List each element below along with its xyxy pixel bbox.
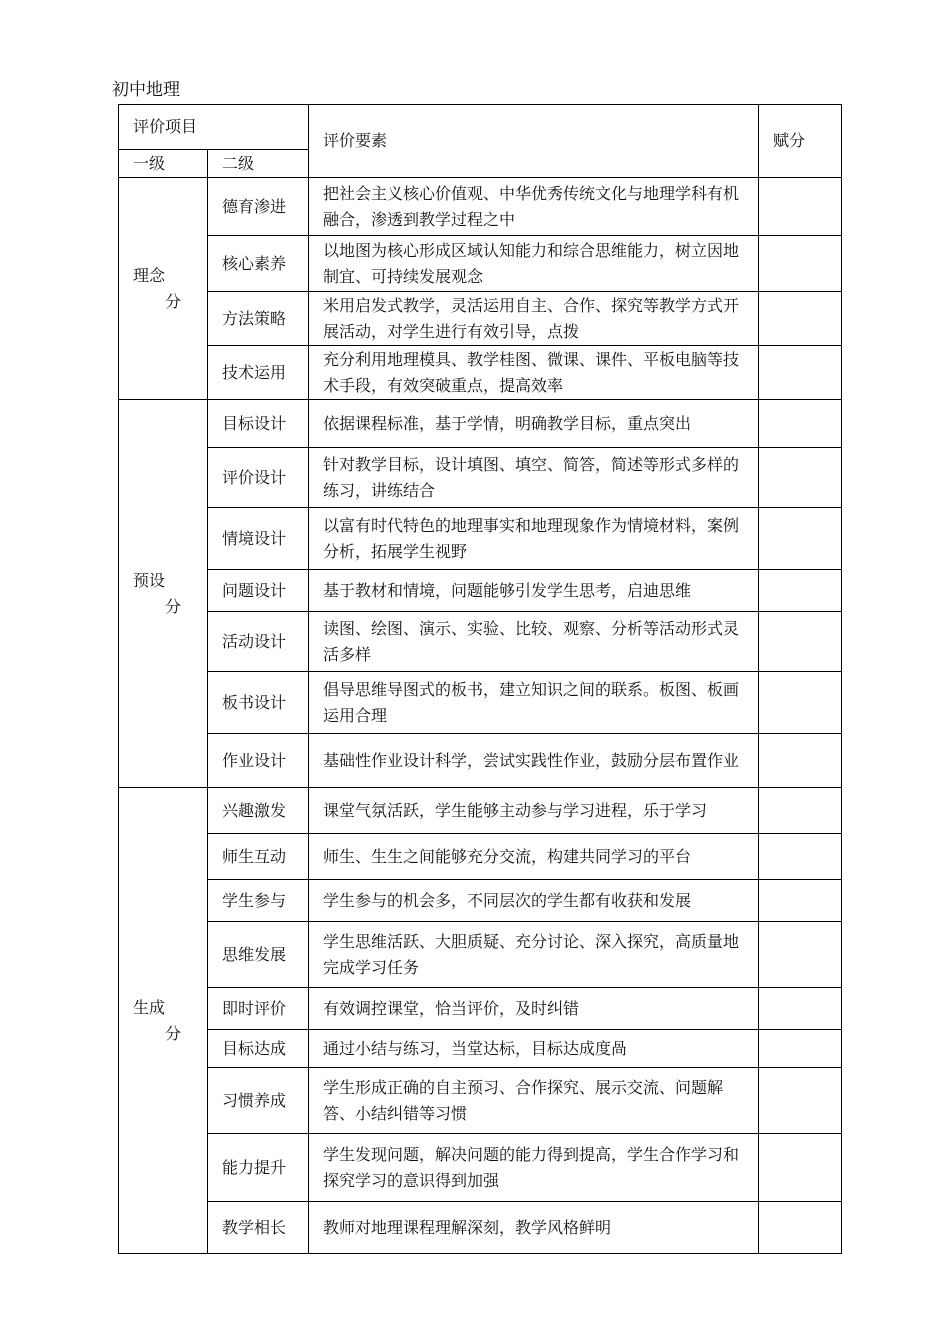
element-description: 学生参与的机会多，不同层次的学生都有收获和发展 (309, 880, 759, 922)
subitem-cell: 师生互动 (208, 834, 309, 880)
category-suffix: 分 (165, 1023, 182, 1043)
table-row (119, 1134, 842, 1202)
header-item: 评价项目 (119, 105, 309, 150)
subitem-cell: 目标设计 (208, 400, 309, 448)
subitem-cell: 能力提升 (208, 1134, 309, 1202)
category-suffix: 分 (165, 291, 182, 311)
subitem-cell: 目标达成 (208, 1030, 309, 1068)
category-cell (119, 400, 208, 788)
table-row (119, 1202, 842, 1254)
score-cell[interactable] (759, 1202, 842, 1254)
score-cell[interactable] (759, 508, 842, 570)
element-description: 通过小结与练习，当堂达标，目标达成度咼 (309, 1030, 759, 1068)
table-row (119, 1030, 842, 1068)
table-row (119, 612, 842, 672)
subitem-cell: 技术运用 (208, 346, 309, 400)
subitem-cell: 评价设计 (208, 448, 309, 508)
score-cell[interactable] (759, 988, 842, 1030)
subitem-cell: 思维发展 (208, 922, 309, 988)
category-name: 生成 (133, 997, 166, 1017)
subitem-cell: 板书设计 (208, 672, 309, 734)
score-cell[interactable] (759, 612, 842, 672)
table-row (119, 346, 842, 400)
element-description: 教师对地理课程理解深刻，教学风格鲜明 (309, 1202, 759, 1254)
table-row (119, 292, 842, 346)
subitem-cell: 情境设计 (208, 508, 309, 570)
table-row (119, 178, 842, 236)
header-level2: 二级 (208, 150, 309, 178)
element-description: 充分利用地理模具、教学桂图、微课、课件、平板电脑等技术手段，有效突破重点，提高效率 (309, 346, 759, 400)
score-cell[interactable] (759, 292, 842, 346)
subitem-cell: 兴趣激发 (208, 788, 309, 834)
element-description: 学生思维活跃、大胆质疑、充分讨论、深入探究，高质量地完成学习任务 (309, 922, 759, 988)
score-cell[interactable] (759, 1134, 842, 1202)
element-description: 把社会主义核心价值观、中华优秀传统文化与地理学科有机融合，渗透到教学过程之中 (309, 178, 759, 236)
header-score: 赋分 (759, 105, 842, 178)
category-name: 预设 (133, 570, 166, 590)
table-row (119, 672, 842, 734)
score-cell[interactable] (759, 734, 842, 788)
score-cell[interactable] (759, 834, 842, 880)
table-row (119, 922, 842, 988)
element-description: 学生形成正确的自主预习、合作探究、展示交流、问题解答、小结纠错等习惯 (309, 1068, 759, 1134)
element-description: 基于教材和情境，问题能够引发学生思考，启迪思维 (309, 570, 759, 612)
score-cell[interactable] (759, 236, 842, 292)
page-title: 初中地理 (112, 80, 180, 100)
table-row (119, 400, 842, 448)
element-description: 以富有时代特色的地理事实和地理现象作为情境材料，案例分析，拓展学生视野 (309, 508, 759, 570)
table-row (119, 834, 842, 880)
subitem-cell: 即时评价 (208, 988, 309, 1030)
element-description: 读图、绘图、演示、实验、比较、观察、分析等活动形式灵活多样 (309, 612, 759, 672)
element-description: 课堂气氛活跃，学生能够主动参与学习进程，乐于学习 (309, 788, 759, 834)
score-cell[interactable] (759, 1068, 842, 1134)
element-description: 针对教学目标，设计填图、填空、简答，简述等形式多样的练习，讲练结合 (309, 448, 759, 508)
score-cell[interactable] (759, 400, 842, 448)
element-description: 基础性作业设计科学，尝试实践性作业，鼓励分层布置作业 (309, 734, 759, 788)
category-cell (119, 788, 208, 1254)
score-cell[interactable] (759, 346, 842, 400)
element-description: 倡导思维导图式的板书，建立知识之间的联系。板图、板画运用合理 (309, 672, 759, 734)
element-description: 米用启发式教学，灵活运用自主、合作、探究等教学方式开展活动，对学生进行有效引导，点拨 (309, 292, 759, 346)
score-cell[interactable] (759, 178, 842, 236)
subitem-cell: 习惯养成 (208, 1068, 309, 1134)
subitem-cell: 方法策略 (208, 292, 309, 346)
score-cell[interactable] (759, 448, 842, 508)
subitem-cell: 教学相长 (208, 1202, 309, 1254)
table-row (119, 508, 842, 570)
subitem-cell: 德育渗进 (208, 178, 309, 236)
element-description: 师生、生生之间能够充分交流，构建共同学习的平台 (309, 834, 759, 880)
header-elements: 评价要素 (309, 105, 759, 178)
table-row (119, 236, 842, 292)
table-row (119, 448, 842, 508)
score-cell[interactable] (759, 672, 842, 734)
subitem-cell: 核心素养 (208, 236, 309, 292)
subitem-cell: 作业设计 (208, 734, 309, 788)
table-row (119, 734, 842, 788)
category-cell (119, 178, 208, 400)
element-description: 学生发现问题，解决问题的能力得到提高，学生合作学习和探究学习的意识得到加强 (309, 1134, 759, 1202)
subitem-cell: 学生参与 (208, 880, 309, 922)
header-level1: 一级 (119, 150, 208, 178)
score-cell[interactable] (759, 922, 842, 988)
element-description: 以地图为核心形成区域认知能力和综合思维能力，树立因地制宜、可持续发展观念 (309, 236, 759, 292)
element-description: 依据课程标准，基于学情，明确教学目标，重点突出 (309, 400, 759, 448)
table-row (119, 880, 842, 922)
table-row (119, 988, 842, 1030)
category-name: 理念 (133, 265, 166, 285)
table-row (119, 1068, 842, 1134)
score-cell[interactable] (759, 880, 842, 922)
table-row (119, 570, 842, 612)
category-suffix: 分 (165, 596, 182, 616)
element-description: 有效调控课堂，恰当评价，及时纠错 (309, 988, 759, 1030)
score-cell[interactable] (759, 1030, 842, 1068)
subitem-cell: 活动设计 (208, 612, 309, 672)
score-cell[interactable] (759, 570, 842, 612)
evaluation-table (118, 104, 842, 1254)
subitem-cell: 问题设计 (208, 570, 309, 612)
score-cell[interactable] (759, 788, 842, 834)
table-row (119, 788, 842, 834)
